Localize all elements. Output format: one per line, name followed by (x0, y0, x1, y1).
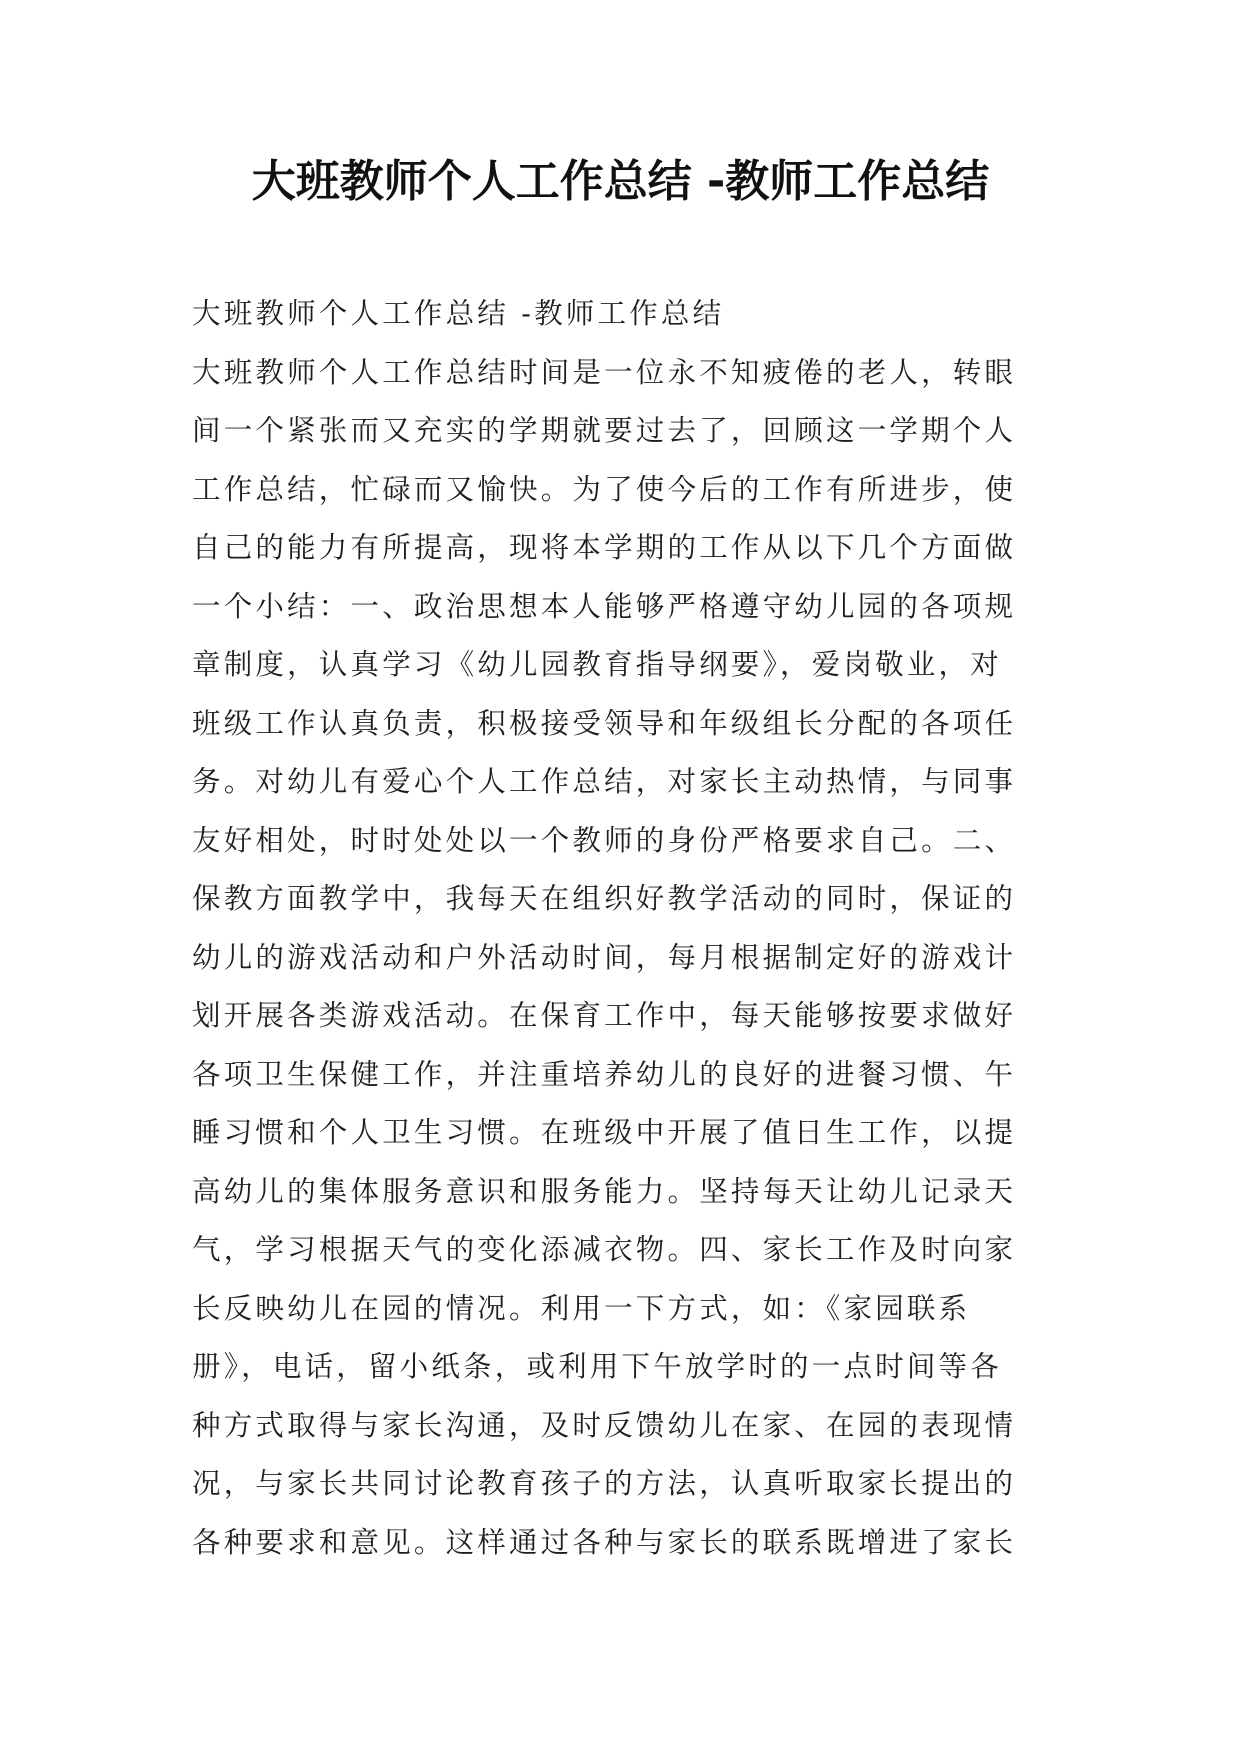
body-line: 保教方面教学中，我每天在组织好教学活动的同时，保证的 (192, 882, 1017, 915)
body-line: 幼儿的游戏活动和户外活动时间，每月根据制定好的游戏计 (192, 940, 1017, 974)
document-body (192, 285, 1072, 1572)
body-line: 册》，电话，留小纸条，或利用下午放学时的一点时间等各 (192, 1350, 1002, 1383)
body-line: 友好相处，时时处处以一个教师的身份严格要求自己。二、 (192, 823, 1017, 857)
body-line: 况，与家长共同讨论教育孩子的方法，认真听取家长提出的 (192, 1467, 1017, 1500)
body-line: 划开展各类游戏活动。在保育工作中，每天能够按要求做好 (192, 999, 1017, 1032)
body-line: 自己的能力有所提高，现将本学期的工作从以下几个方面做 (192, 531, 1017, 564)
body-line: 工作总结，忙碌而又愉快。为了使今后的工作有所进步，使 (192, 472, 1017, 506)
body-line: 各种要求和意见。这样通过各种与家长的联系既增进了家长 (192, 1525, 1017, 1559)
body-line: 高幼儿的集体服务意识和服务能力。坚持每天让幼儿记录天 (192, 1174, 1017, 1208)
body-line: 气，学习根据天气的变化添减衣物。四、家长工作及时向家 (192, 1233, 1017, 1266)
document-title: 大班教师个人工作总结 -教师工作总结 (251, 156, 990, 207)
body-line: 长反映幼儿在园的情况。利用一下方式，如：《家园联系 (192, 1291, 971, 1325)
body-line: 一个小结：一、政治思想本人能够严格遵守幼儿园的各项规 (192, 589, 1017, 623)
body-line: 间一个紧张而又充实的学期就要过去了，回顾这一学期个人 (192, 414, 1017, 447)
body-line: 种方式取得与家长沟通，及时反馈幼儿在家、在园的表现情 (192, 1408, 1017, 1442)
body-line-subtitle: 大班教师个人工作总结 -教师工作总结 (192, 297, 725, 330)
body-line: 各项卫生保健工作，并注重培养幼儿的良好的进餐习惯、午 (192, 1057, 1017, 1091)
body-line: 务。对幼儿有爱心个人工作总结，对家长主动热情，与同事 (192, 765, 1017, 798)
body-line: 章制度，认真学习《幼儿园教育指导纲要》，爱岗敬业，对 (192, 648, 1002, 681)
body-line: 大班教师个人工作总结时间是一位永不知疲倦的老人，转眼 (192, 355, 1017, 389)
body-line: 班级工作认真负责，积极接受领导和年级组长分配的各项任 (192, 706, 1017, 740)
body-line: 睡习惯和个人卫生习惯。在班级中开展了值日生工作，以提 (192, 1116, 1017, 1149)
